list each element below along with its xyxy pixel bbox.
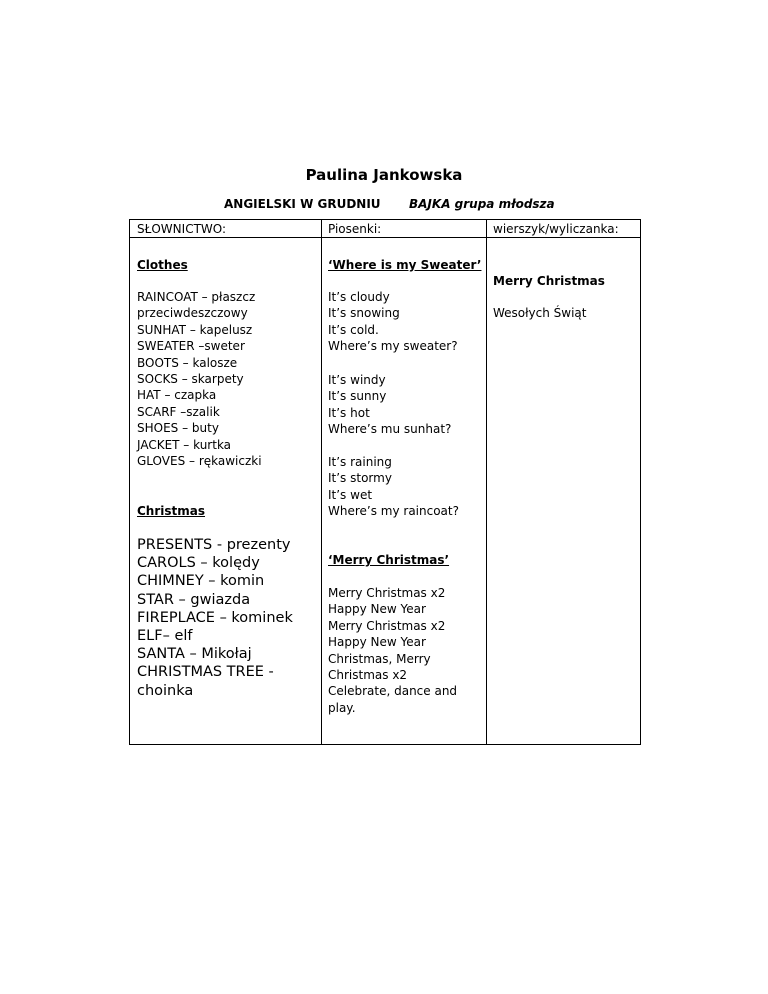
song1-stanza-3 bbox=[328, 454, 459, 520]
vocab-item: BOOTS – kalosze bbox=[137, 355, 238, 370]
lyric-line: Happy New Year bbox=[328, 635, 426, 650]
vocab-item: choinka bbox=[137, 682, 194, 699]
vocab-item: SWEATER –sweter bbox=[137, 339, 245, 354]
lyric-line: Celebrate, dance and bbox=[328, 684, 458, 699]
vocab-item: SCARF –szalik bbox=[137, 404, 220, 419]
lyric-line: It’s hot bbox=[328, 405, 370, 420]
vocab-item: przeciwdeszczowy bbox=[137, 306, 248, 321]
vocab-item: SANTA – Mikołaj bbox=[137, 646, 252, 663]
vocab-item: STAR – gwiazda bbox=[137, 591, 251, 608]
subtitle-topic: ANGIELSKI W GRUDNIU bbox=[224, 197, 381, 211]
vocab-item: SOCKS – skarpety bbox=[137, 372, 244, 387]
vocab-item: JACKET – kurtka bbox=[137, 437, 232, 452]
lyric-line: It’s cloudy bbox=[328, 290, 390, 304]
song1-title bbox=[328, 257, 481, 273]
lyric-line: Christmas x2 bbox=[328, 668, 408, 683]
header-rhyme: wierszyk/wyliczanka: bbox=[493, 222, 619, 236]
song2-stanza bbox=[328, 585, 457, 716]
lyric-line: It’s stormy bbox=[328, 471, 392, 486]
vocab-item: CAROLS – kolędy bbox=[137, 555, 260, 572]
clothes-list bbox=[137, 289, 262, 469]
song1-stanza-2 bbox=[328, 372, 451, 438]
lyric-line: Christmas, Merry bbox=[328, 651, 431, 666]
lyric-line: play. bbox=[328, 700, 356, 715]
lyric-line: It’s cold. bbox=[328, 322, 379, 337]
lyric-line: It’s windy bbox=[328, 373, 386, 387]
vocab-item: CHIMNEY – komin bbox=[137, 573, 265, 590]
lyric-line: Happy New Year bbox=[328, 602, 426, 617]
vocab-item: SHOES – buty bbox=[137, 421, 219, 436]
lyric-line: It’s wet bbox=[328, 487, 373, 502]
lyric-line: It’s snowing bbox=[328, 306, 400, 321]
vocab-item: GLOVES – rękawiczki bbox=[137, 454, 262, 469]
christmas-list bbox=[137, 536, 293, 700]
header-songs: Piosenki: bbox=[328, 222, 382, 236]
vocab-item: CHRISTMAS TREE - bbox=[137, 664, 274, 681]
lyric-line: Merry Christmas x2 bbox=[328, 618, 446, 633]
vocab-item: PRESENTS - prezenty bbox=[137, 537, 291, 553]
lesson-table bbox=[129, 219, 641, 745]
song1-stanza-1 bbox=[328, 289, 458, 355]
header-vocabulary: SŁOWNICTWO: bbox=[137, 222, 227, 236]
rhyme-text: Wesołych Świąt bbox=[493, 306, 587, 320]
column-divider bbox=[486, 220, 487, 744]
vocab-item: HAT – czapka bbox=[137, 388, 217, 403]
lyric-line: Where’s mu sunhat? bbox=[328, 422, 452, 437]
vocab-item: FIREPLACE – kominek bbox=[137, 609, 293, 626]
lyric-line: Where’s my sweater? bbox=[328, 339, 458, 354]
vocab-item: ELF– elf bbox=[137, 628, 193, 645]
lyric-line: Where’s my raincoat? bbox=[328, 504, 459, 519]
clothes-heading-text: Clothes bbox=[137, 258, 188, 272]
header-divider bbox=[130, 237, 640, 238]
column-divider bbox=[321, 220, 322, 744]
lyric-line: It’s raining bbox=[328, 455, 392, 469]
clothes-heading bbox=[137, 257, 188, 273]
song2-title-text: ‘Merry Christmas’ bbox=[328, 553, 450, 567]
vocab-item: RAINCOAT – płaszcz bbox=[137, 290, 256, 304]
author-name: Paulina Jankowska bbox=[305, 166, 463, 184]
rhyme-title: Merry Christmas bbox=[493, 274, 605, 288]
lyric-line: Merry Christmas x2 bbox=[328, 586, 446, 600]
christmas-heading bbox=[137, 503, 205, 519]
song2-title bbox=[328, 552, 449, 568]
subtitle-group: BAJKA grupa młodsza bbox=[409, 197, 555, 211]
lyric-line: It’s sunny bbox=[328, 389, 387, 404]
vocab-item: SUNHAT – kapelusz bbox=[137, 322, 253, 337]
christmas-heading-text: Christmas bbox=[137, 504, 206, 518]
song1-title-text: ‘Where is my Sweater’ bbox=[328, 258, 482, 272]
